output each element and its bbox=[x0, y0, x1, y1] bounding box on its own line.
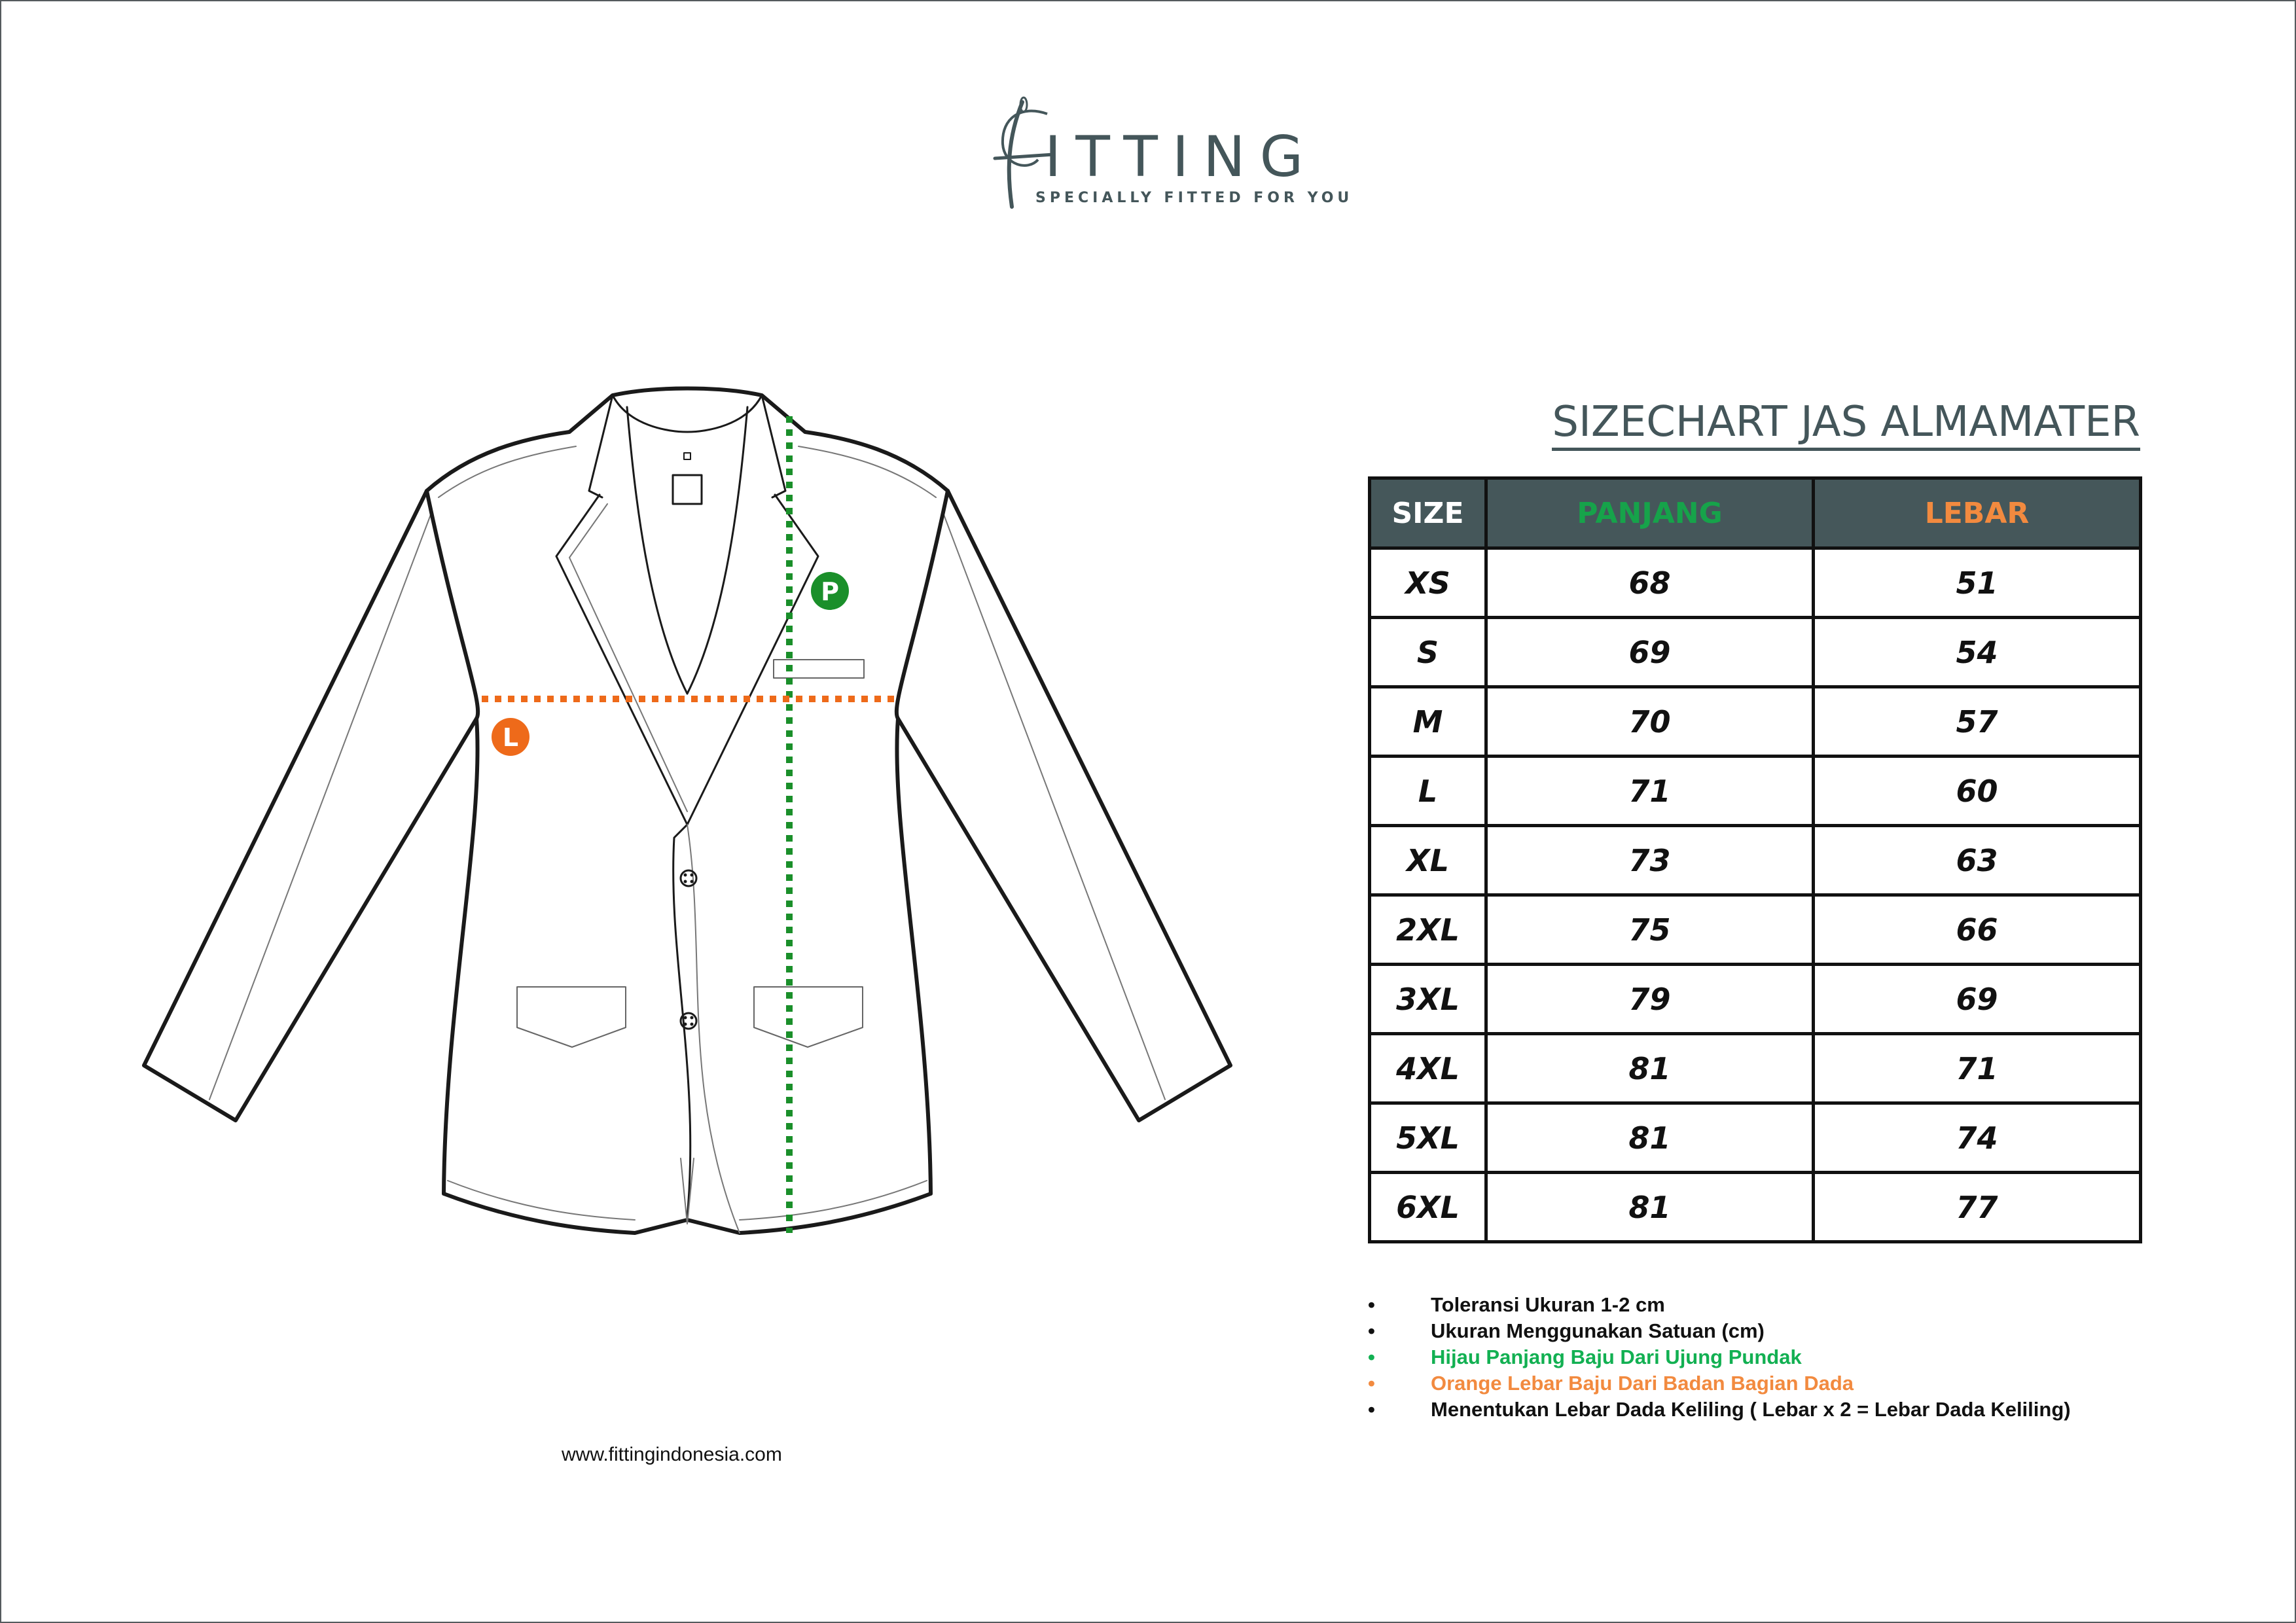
notes-list bbox=[1368, 1292, 2071, 1423]
note-tolerance: • Toleransi Ukuran 1-2 cm bbox=[1368, 1292, 2071, 1318]
cell-lebar: 71 bbox=[1814, 1034, 2141, 1103]
header-size: SIZE bbox=[1370, 478, 1486, 548]
cell-lebar: 74 bbox=[1814, 1103, 2141, 1173]
table-row bbox=[1370, 1173, 2141, 1242]
website-url: www.fittingindonesia.com bbox=[562, 1444, 782, 1465]
cell-size: 3XL bbox=[1370, 965, 1486, 1034]
header-panjang: PANJANG bbox=[1486, 478, 1814, 548]
cell-lebar: 63 bbox=[1814, 826, 2141, 895]
bullet: • bbox=[1368, 1398, 1375, 1421]
note-unit: • Ukuran Menggunakan Satuan (cm) bbox=[1368, 1318, 2071, 1344]
bullet: • bbox=[1368, 1319, 1375, 1342]
cell-panjang: 81 bbox=[1486, 1103, 1814, 1173]
table-row bbox=[1370, 1034, 2141, 1103]
cell-lebar: 69 bbox=[1814, 965, 2141, 1034]
table-row bbox=[1370, 826, 2141, 895]
cell-lebar: 51 bbox=[1814, 548, 2141, 618]
cell-panjang: 71 bbox=[1486, 757, 1814, 826]
table-row bbox=[1370, 548, 2141, 618]
cell-panjang: 81 bbox=[1486, 1034, 1814, 1103]
header-lebar: LEBAR bbox=[1814, 478, 2141, 548]
cell-size: M bbox=[1370, 687, 1486, 757]
cell-panjang: 73 bbox=[1486, 826, 1814, 895]
brand-logo bbox=[982, 92, 1354, 216]
cell-panjang: 79 bbox=[1486, 965, 1814, 1034]
cell-size: 4XL bbox=[1370, 1034, 1486, 1103]
table-row bbox=[1370, 757, 2141, 826]
lebar-marker bbox=[492, 718, 529, 756]
table-header-row bbox=[1370, 478, 2141, 548]
cell-panjang: 69 bbox=[1486, 618, 1814, 687]
cell-lebar: 54 bbox=[1814, 618, 2141, 687]
cell-lebar: 66 bbox=[1814, 895, 2141, 965]
cell-size: L bbox=[1370, 757, 1486, 826]
page-title: SIZECHART JAS ALMAMATER bbox=[1552, 398, 2140, 451]
table-row bbox=[1370, 1103, 2141, 1173]
jacket-illustration bbox=[131, 366, 1244, 1257]
brand-tagline: SPECIALLY FITTED FOR YOU bbox=[1035, 190, 1354, 206]
svg-text:L: L bbox=[502, 723, 519, 752]
note-chest-circumference: • Menentukan Lebar Dada Keliling ( Lebar x 2 = Lebar Dada Keliling) bbox=[1368, 1397, 2071, 1423]
cell-panjang: 75 bbox=[1486, 895, 1814, 965]
cell-panjang: 81 bbox=[1486, 1173, 1814, 1242]
cell-size: 6XL bbox=[1370, 1173, 1486, 1242]
cell-panjang: 68 bbox=[1486, 548, 1814, 618]
table-row bbox=[1370, 965, 2141, 1034]
cell-size: XL bbox=[1370, 826, 1486, 895]
cell-size: 5XL bbox=[1370, 1103, 1486, 1173]
cell-size: XS bbox=[1370, 548, 1486, 618]
panjang-marker bbox=[811, 572, 849, 610]
size-chart-table bbox=[1368, 476, 2142, 1243]
brand-name: ITTING bbox=[1045, 124, 1318, 190]
cell-lebar: 57 bbox=[1814, 687, 2141, 757]
bullet: • bbox=[1368, 1372, 1375, 1395]
table-row bbox=[1370, 618, 2141, 687]
cell-lebar: 60 bbox=[1814, 757, 2141, 826]
table-row bbox=[1370, 895, 2141, 965]
cell-size: S bbox=[1370, 618, 1486, 687]
note-green-length: • Hijau Panjang Baju Dari Ujung Pundak bbox=[1368, 1344, 2071, 1370]
note-orange-width: • Orange Lebar Baju Dari Badan Bagian Dada bbox=[1368, 1370, 2071, 1397]
bullet: • bbox=[1368, 1346, 1375, 1368]
cell-panjang: 70 bbox=[1486, 687, 1814, 757]
bullet: • bbox=[1368, 1293, 1375, 1316]
cell-lebar: 77 bbox=[1814, 1173, 2141, 1242]
cell-size: 2XL bbox=[1370, 895, 1486, 965]
table-row bbox=[1370, 687, 2141, 757]
svg-text:P: P bbox=[821, 577, 839, 606]
